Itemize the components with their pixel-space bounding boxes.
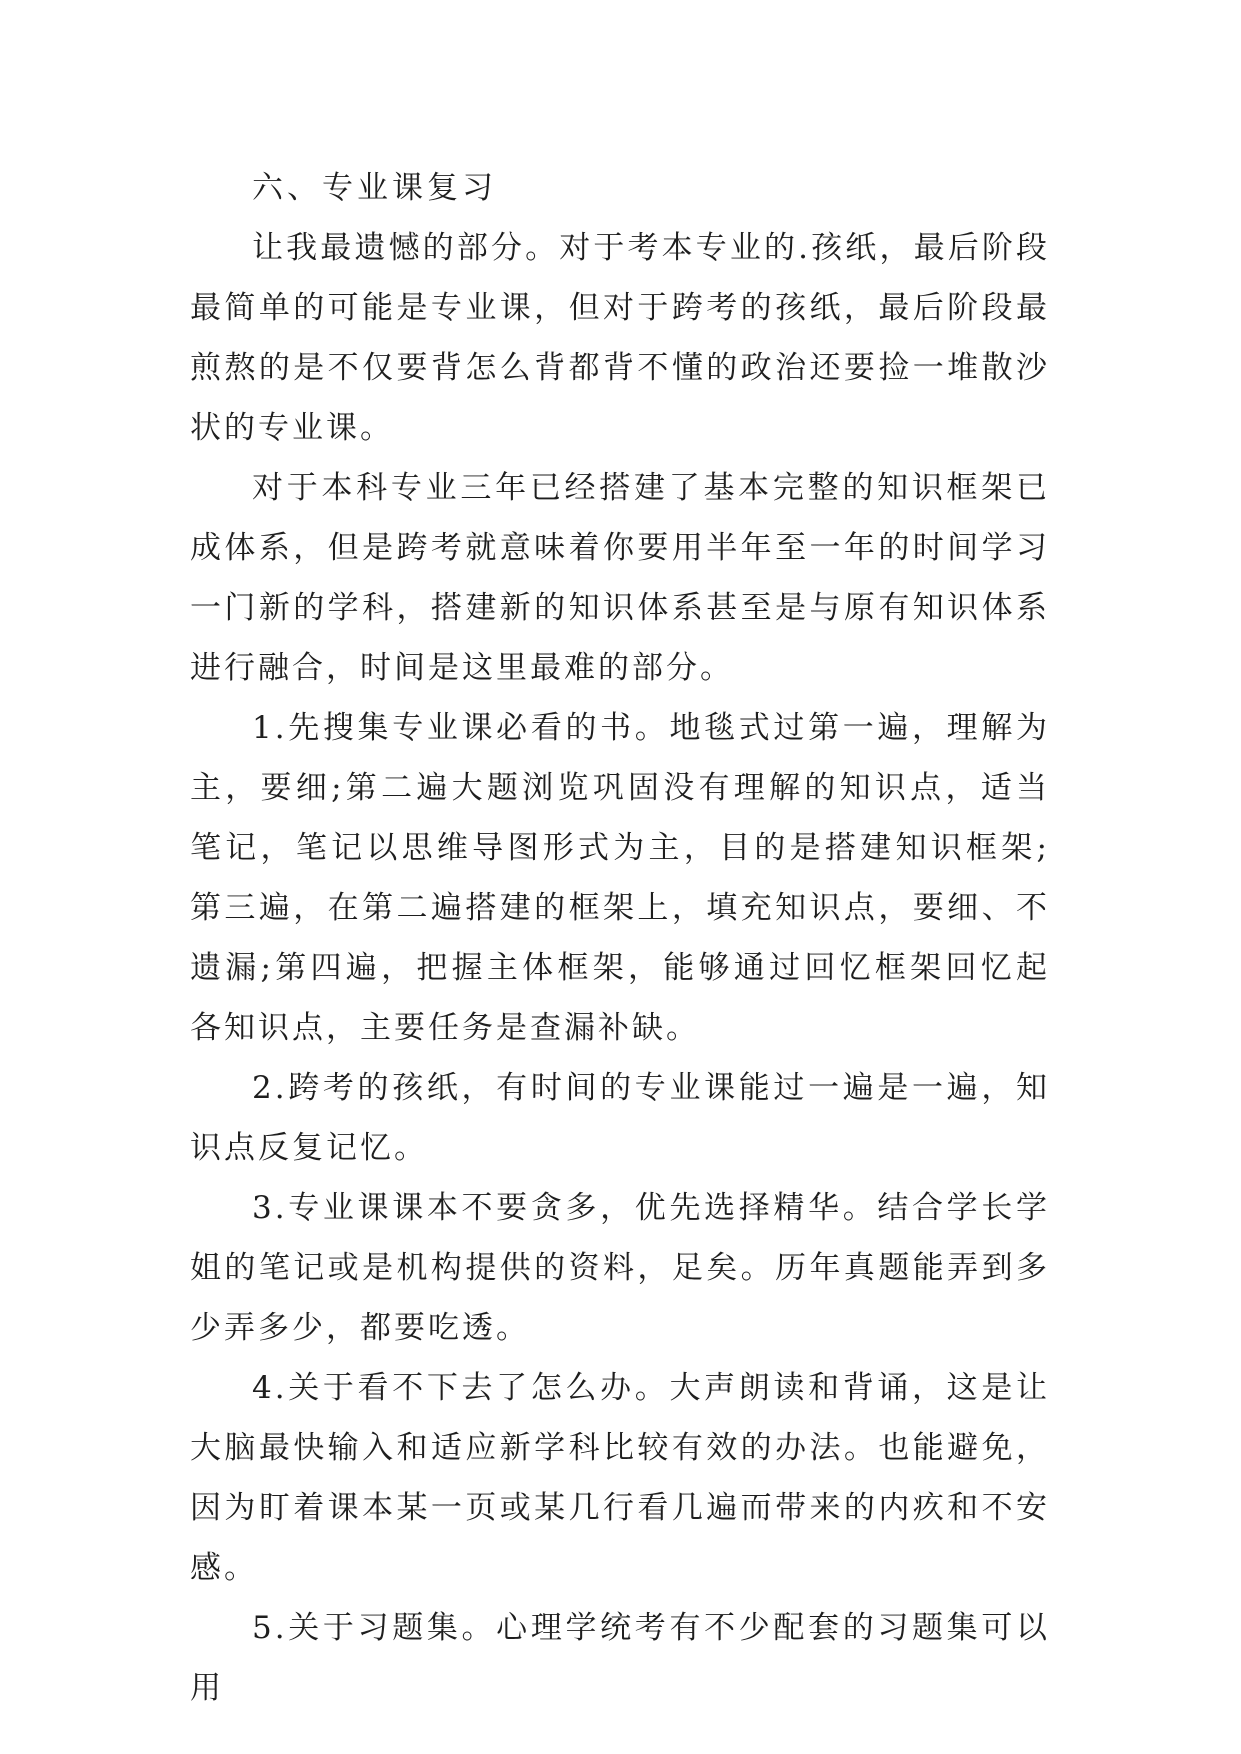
paragraph-intro: 让我最遗憾的部分。对于考本专业的.孩纸，最后阶段最简单的可能是专业课，但对于跨考的孩纸，最后阶段最煎熬的是不仅要背怎么背都背不懂的政治还要捡一堆散沙状的专业课。 [190, 230, 1050, 446]
paragraph-point-3: 3.专业课课本不要贪多，优先选择精华。结合学长学姐的笔记或是机构提供的资料，足矣。历年真题能弄到多少弄多少，都要吃透。 [190, 1190, 1050, 1346]
section-heading: 六、专业课复习 [252, 170, 497, 206]
paragraph-point-4: 4.关于看不下去了怎么办。大声朗读和背诵，这是让大脑最快输入和适应新学科比较有效的办法。也能避免，因为盯着课本某一页或某几行看几遍而带来的内疚和不安感。 [190, 1370, 1050, 1586]
document-body [190, 158, 1050, 1718]
paragraph-point-5: 5.关于习题集。心理学统考有不少配套的习题集可以用 [190, 1610, 1050, 1706]
paragraph-point-1: 1.先搜集专业课必看的书。地毯式过第一遍，理解为主，要细;第二遍大题浏览巩固没有理解的知识点，适当笔记，笔记以思维导图形式为主，目的是搭建知识框架;第三遍，在第二遍搭建的框架上，填充知识点，要细、不遗漏;第四遍，把握主体框架，能够通过回忆框架回忆起各知识点，主要任务是查漏补缺。 [190, 710, 1050, 1046]
paragraph-background: 对于本科专业三年已经搭建了基本完整的知识框架已成体系，但是跨考就意味着你要用半年至一年的时间学习一门新的学科，搭建新的知识体系甚至是与原有知识体系进行融合，时间是这里最难的部分。 [190, 470, 1050, 686]
paragraph-point-2: 2.跨考的孩纸，有时间的专业课能过一遍是一遍，知识点反复记忆。 [190, 1070, 1050, 1166]
